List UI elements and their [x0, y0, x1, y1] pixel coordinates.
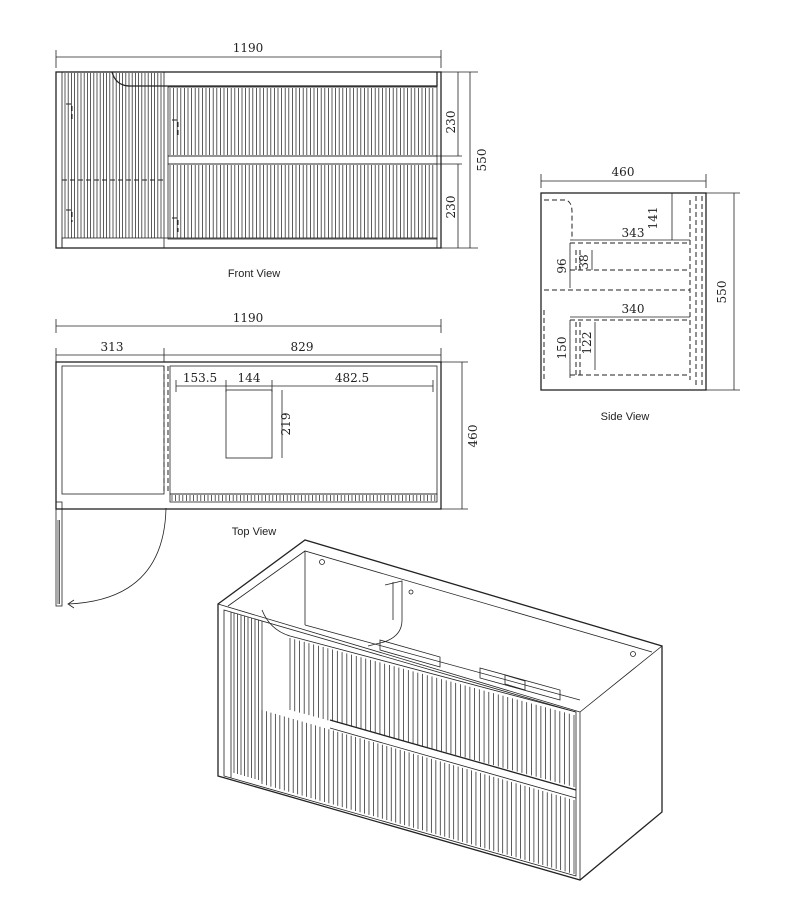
front-middle-handle	[168, 156, 437, 164]
top-drawer-front	[170, 494, 437, 502]
top-cutout-width-label: 144	[237, 371, 261, 385]
side-view-caption: Side View	[600, 411, 650, 423]
iso-divider	[368, 581, 402, 646]
top-cutout	[226, 390, 272, 458]
isometric-view	[218, 540, 662, 880]
top-left-section-label: 313	[100, 340, 124, 354]
front-view	[56, 41, 489, 280]
top-width-label: 1190	[232, 311, 264, 325]
top-open-door	[56, 502, 62, 606]
front-width-label: 1190	[232, 41, 264, 55]
front-view-caption: Front View	[227, 268, 281, 280]
front-bottom-drawer-height-label: 230	[444, 195, 458, 219]
top-view	[56, 311, 480, 608]
side-lower-cut-depth-label: 340	[621, 302, 645, 316]
side-height-label: 550	[715, 280, 729, 304]
top-right-section-label: 829	[290, 340, 314, 354]
side-view	[541, 165, 740, 423]
top-view-caption: Top View	[231, 526, 277, 538]
top-cutout-left-label: 153.5	[182, 371, 218, 385]
front-height-label: 550	[475, 148, 489, 172]
iso-middle-handle	[330, 720, 576, 790]
side-cabinet-outline	[541, 193, 706, 390]
side-upper-drawer-height-label: 96	[555, 258, 569, 274]
top-depth-label: 460	[466, 424, 480, 448]
top-cutout-depth-label: 219	[279, 412, 293, 436]
side-upper-cut-height-label: 141	[646, 206, 660, 230]
door-swing-arc	[68, 508, 166, 604]
side-lower-drawer-height-label: 150	[555, 336, 569, 360]
front-cabinet-outline	[56, 72, 441, 248]
side-upper-inner-height-label: 38	[577, 254, 591, 270]
side-upper-cut-depth-label: 343	[621, 226, 645, 240]
top-cutout-right-label: 482.5	[334, 371, 370, 385]
front-top-drawer-height-label: 230	[444, 110, 458, 134]
front-base	[62, 238, 437, 248]
side-depth-label: 460	[611, 165, 635, 179]
side-lower-inner-height-label: 122	[580, 331, 594, 355]
